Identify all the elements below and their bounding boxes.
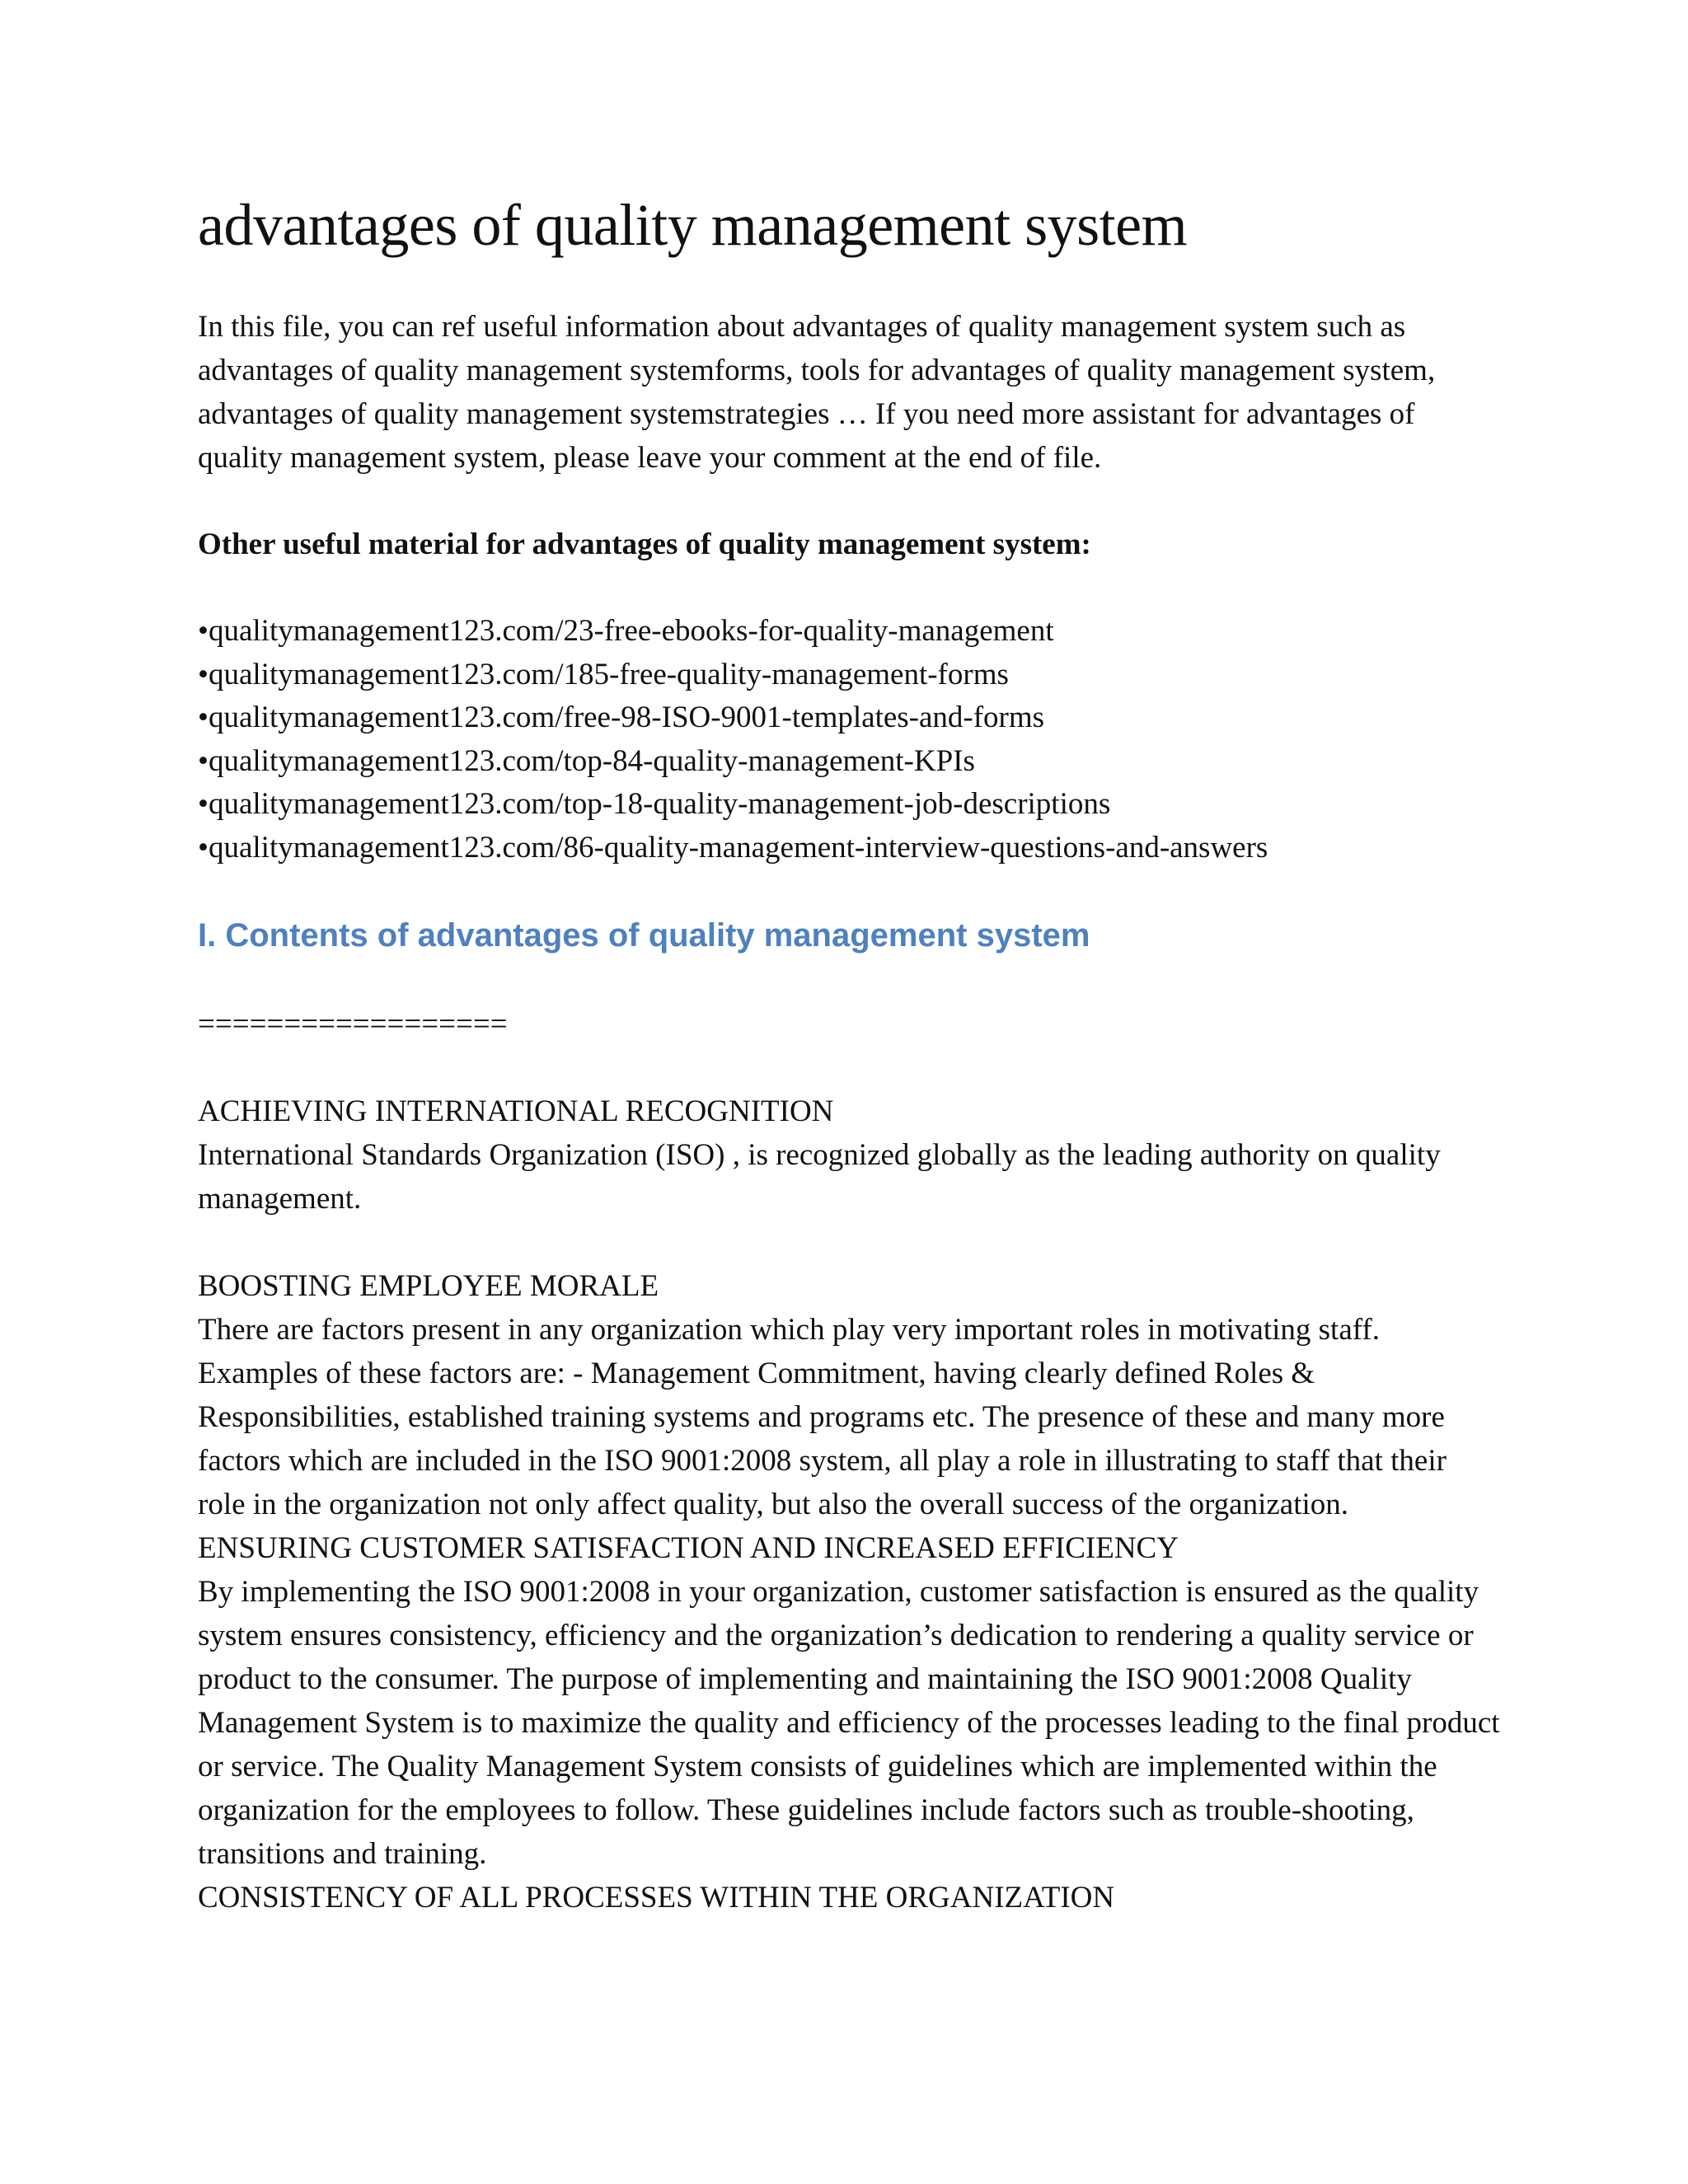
divider-line: ================== [198, 1007, 508, 1041]
link-item[interactable]: • qualitymanagement123.com/23-free-ebooks-for-quality-management [198, 610, 1500, 654]
document-content [198, 188, 1500, 1919]
section-body-morale: There are factors present in any organization which play very important roles in motivating staff. Examples of these factors are: - Management Commitment, having clearly defined Roles & Responsibilities, established training systems and programs etc. The presence of these and many more factors which are included in the ISO 9001:2008 system, all play a role in illustrating to staff that their role in the organization not only affect quality, but also the overall success of the organization. [198, 1313, 1447, 1521]
contents-section-heading: I. Contents of advantages of quality management system [198, 917, 1090, 954]
other-material-heading: Other useful material for advantages of quality management system: [198, 527, 1091, 561]
link-item[interactable]: • qualitymanagement123.com/free-98-ISO-9001-templates-and-forms [198, 696, 1500, 740]
section-heading-consistency: CONSISTENCY OF ALL PROCESSES WITHIN THE ORGANIZATION [198, 1881, 1115, 1915]
document-title: advantages of quality management system [198, 192, 1188, 258]
section-heading-customer-satisfaction: ENSURING CUSTOMER SATISFACTION AND INCREASED EFFICIENCY [198, 1531, 1179, 1565]
section-heading-recognition: ACHIEVING INTERNATIONAL RECOGNITION [198, 1094, 834, 1128]
section-body-customer-satisfaction: By implementing the ISO 9001:2008 in your organization, customer satisfaction is ensured as the quality system ensures consistency, efficiency and the organization’s dedication to rendering a quality service or product to the consumer. The purpose of implementing and maintaining the ISO 9001:2008 Quality Management System is to maximize the quality and efficiency of the processes leading to the final product or service. The Quality Management System consists of guidelines which are implemented within the organization for the employees to follow. These guidelines include factors such as trouble-shooting, transitions and training. [198, 1575, 1500, 1871]
useful-links-list [198, 610, 1500, 869]
link-item[interactable]: • qualitymanagement123.com/86-quality-management-interview-questions-and-answers [198, 827, 1500, 870]
section-heading-morale: BOOSTING EMPLOYEE MORALE [198, 1269, 659, 1303]
link-item[interactable]: • qualitymanagement123.com/185-free-quality-management-forms [198, 654, 1500, 697]
section-body-recognition: International Standards Organization (ISO) , is recognized globally as the leading authority on quality management. [198, 1138, 1441, 1216]
link-item[interactable]: • qualitymanagement123.com/top-18-quality-management-job-descriptions [198, 783, 1500, 827]
intro-paragraph: In this file, you can ref useful information about advantages of quality management system such as advantages of quality management systemforms, tools for advantages of quality management system, advantages of quality management systemstrategies … If you need more assistant for advantages of quality management system, please leave your comment at the end of file. [198, 310, 1436, 475]
link-item[interactable]: • qualitymanagement123.com/top-84-quality-management-KPIs [198, 740, 1500, 784]
